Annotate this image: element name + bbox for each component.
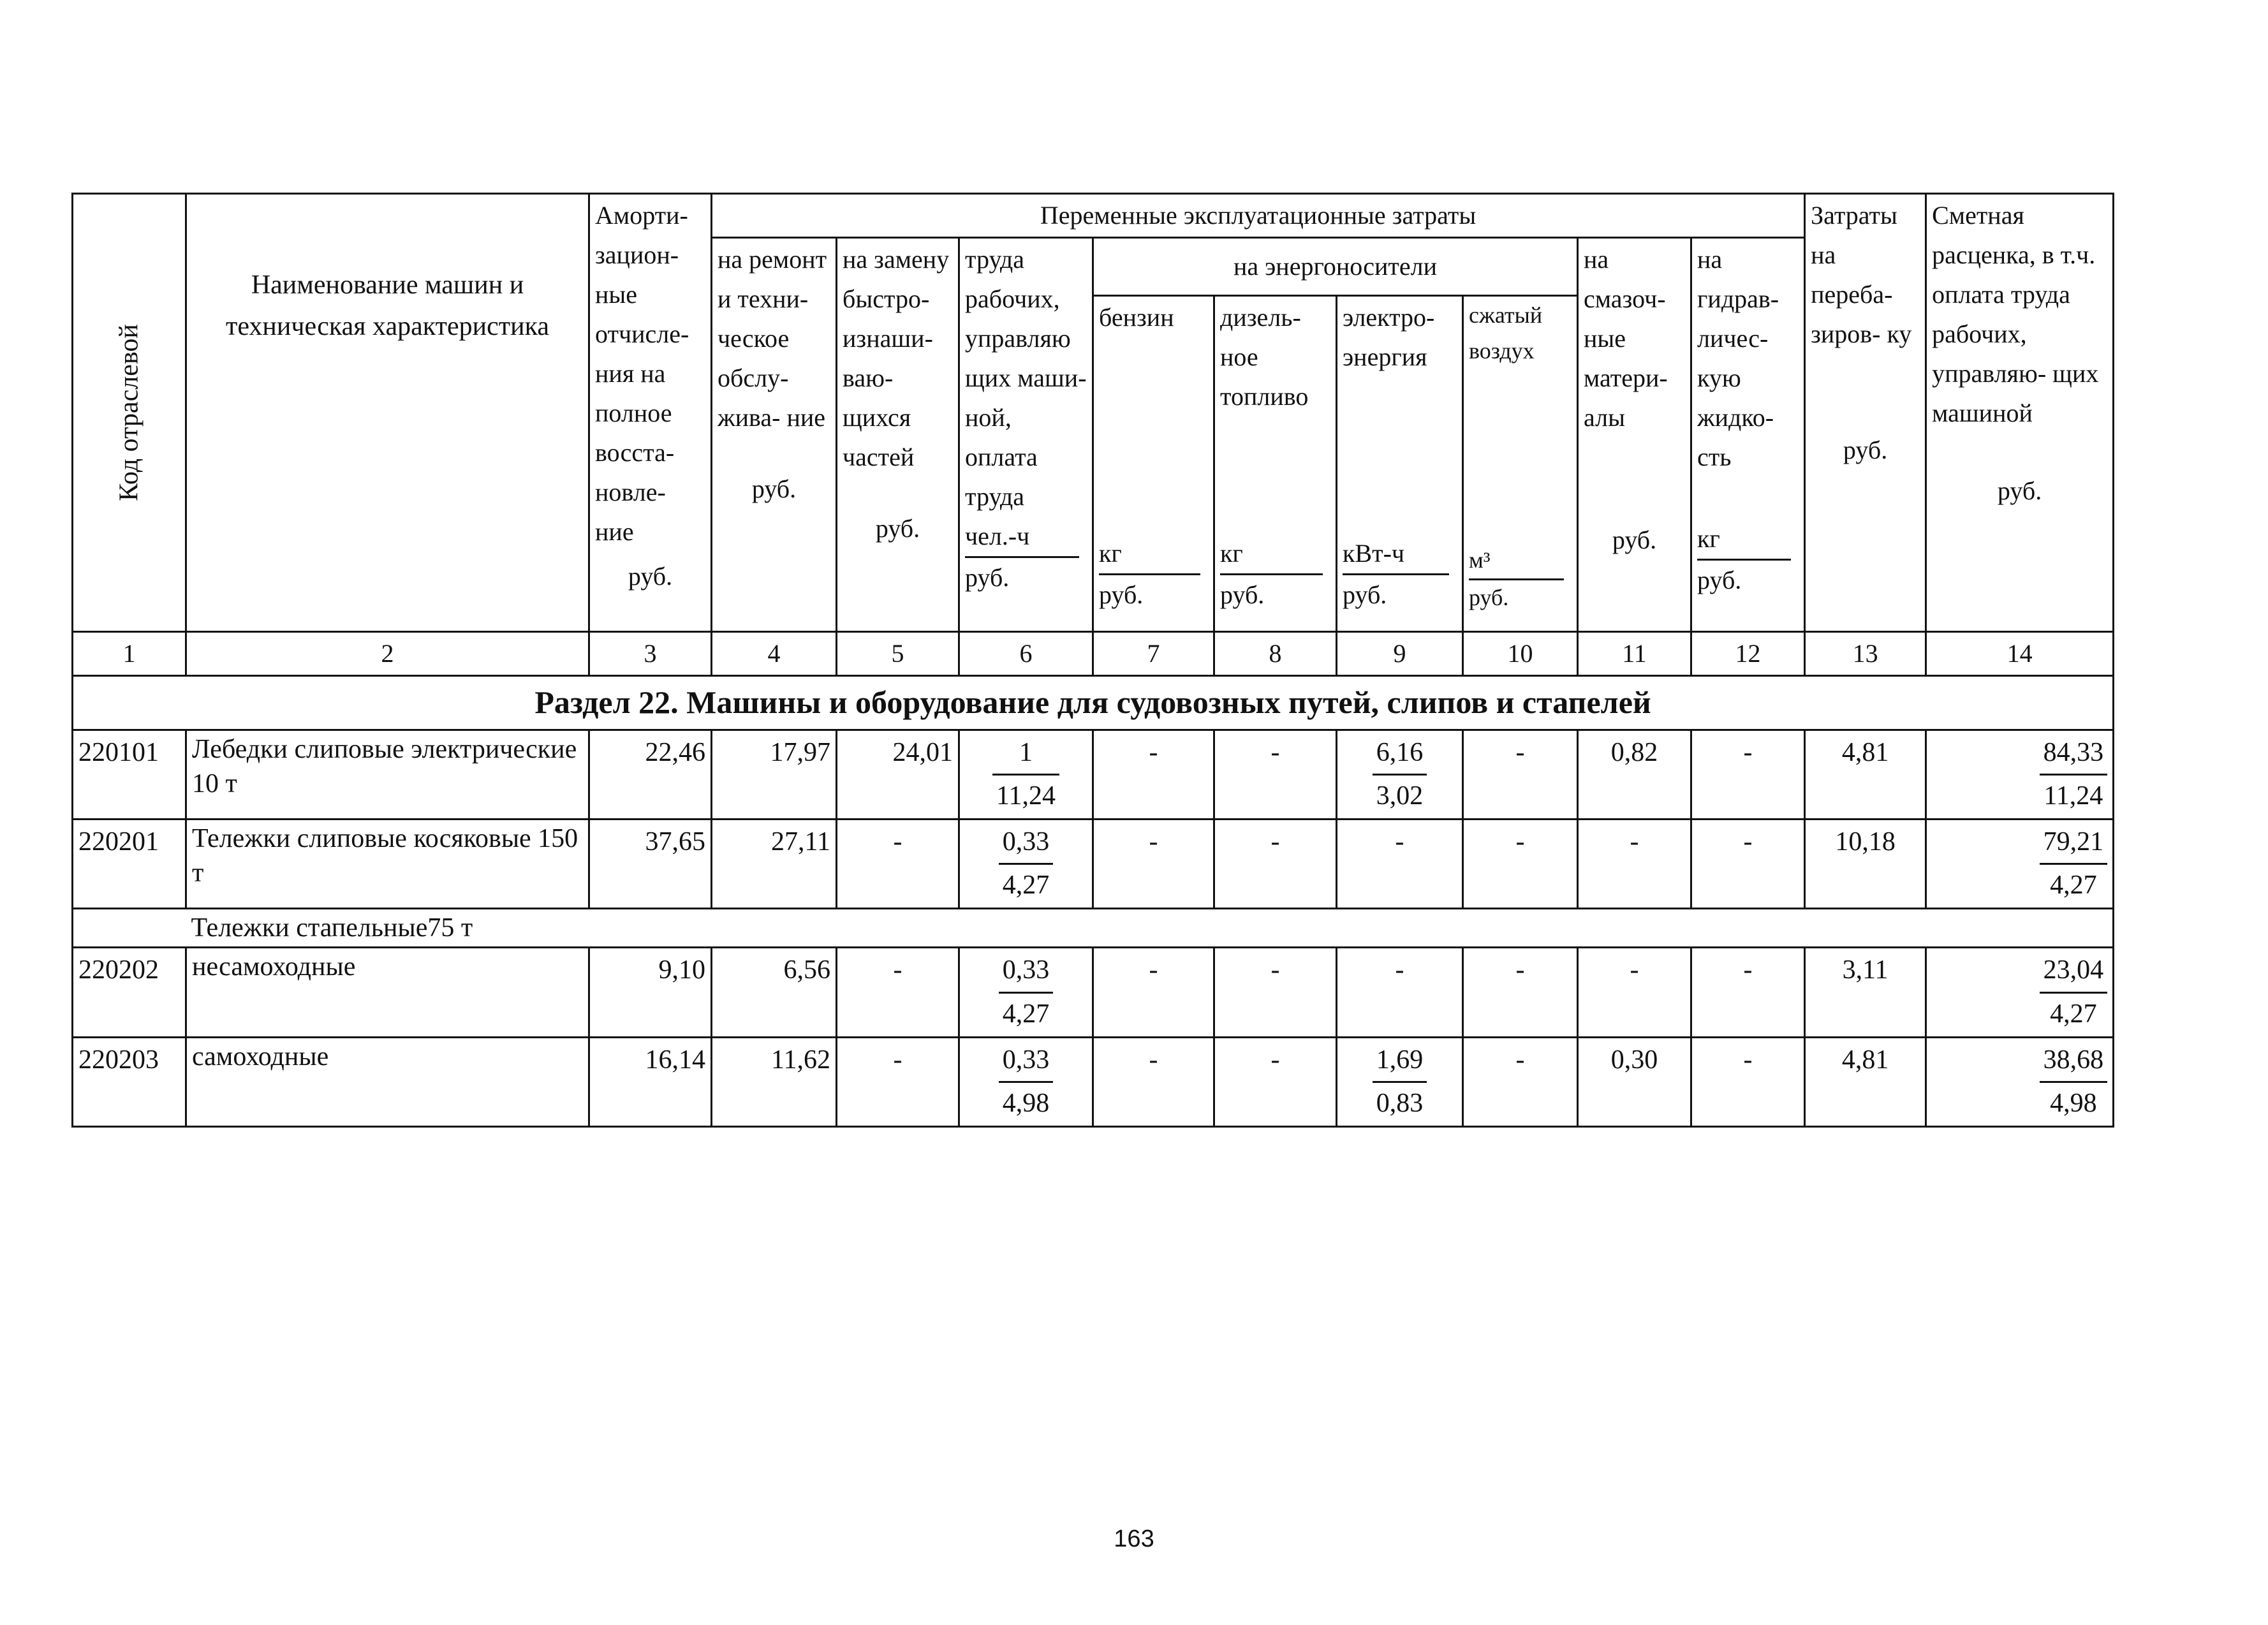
fraction-bottom: 4,27 (2050, 870, 2097, 900)
cell-electricity: - (1337, 948, 1463, 1037)
cell-electricity: - (1337, 819, 1463, 908)
cell-lubricants: 0,82 (1578, 730, 1691, 819)
cell-lubricants: 0,30 (1578, 1037, 1691, 1126)
header-energy: на энергоносители (1093, 238, 1578, 296)
fraction-top: 6,16 (1373, 732, 1427, 776)
cell-repair: 11,62 (712, 1037, 837, 1126)
cell-petrol: - (1093, 948, 1214, 1037)
header-variable-costs: Переменные эксплуатационные затраты (712, 194, 1805, 238)
fraction-bottom: 4,27 (1002, 870, 1050, 900)
header-lubricants (1578, 238, 1691, 632)
header-parts-label: на замену быстро- изнаши- ваю- щихся частей (843, 245, 950, 471)
cell-hydraulic: - (1691, 948, 1805, 1037)
header-code-label: Код отраслевой (114, 324, 144, 501)
fraction-top: 23,04 (2040, 950, 2108, 993)
header-estimate-label: Сметная расценка, в т.ч. оплата труда рабочих, управляю- щих машиной (1932, 201, 2099, 427)
header-electricity (1337, 296, 1463, 632)
cell-diesel: - (1214, 948, 1337, 1037)
fraction-bottom: 4,98 (2050, 1088, 2097, 1118)
header-labor-unit-top: чел.-ч (965, 517, 1079, 558)
header-amortization-label: Аморти- зацион- ные отчисле- ния на полное восста- новле- ние (595, 201, 689, 546)
header-relocation-label: Затраты на переба- зиров- ку (1811, 201, 1912, 348)
header-relocation-unit: руб. (1843, 436, 1888, 464)
fraction (992, 732, 1059, 817)
header-estimate (1926, 194, 2114, 632)
header-name (186, 194, 589, 632)
header-air-unit-bottom: руб. (1469, 584, 1509, 610)
row-code: 220202 (73, 948, 186, 1037)
cell-petrol: - (1093, 730, 1214, 819)
cell-air: - (1463, 730, 1578, 819)
header-air-label: сжатый воздух (1469, 302, 1543, 364)
header-hydraulic (1691, 238, 1805, 632)
col-num-5: 5 (837, 632, 959, 676)
header-repair (712, 238, 837, 632)
cell-estimate (1926, 730, 2114, 819)
fraction-top: 0,33 (999, 1040, 1054, 1083)
fraction (1373, 1040, 1427, 1124)
fraction-bottom: 11,24 (996, 781, 1056, 811)
header-name-label: Наименование машин и техническая характеристика (225, 270, 549, 342)
header-lubricants-unit: руб. (1612, 526, 1657, 554)
header-amortization-unit: руб. (628, 562, 673, 591)
header-hydraulic-label: на гидрав- личес- кую жидко- сть (1697, 245, 1779, 471)
section-title: Раздел 22. Машины и оборудование для судовозных путей, слипов и стапелей (73, 676, 2114, 730)
col-num-11: 11 (1578, 632, 1691, 676)
header-electricity-unit-bottom: руб. (1343, 580, 1387, 609)
row-name: самоходные (186, 1037, 589, 1126)
cell-hydraulic: - (1691, 819, 1805, 908)
cell-relocation: 4,81 (1805, 730, 1926, 819)
header-hydraulic-unit-bottom: руб. (1697, 566, 1742, 594)
fraction-bottom: 3,02 (1376, 781, 1424, 811)
cell-diesel: - (1214, 819, 1337, 908)
header-lubricants-label: на смазоч- ные матери- алы (1584, 245, 1668, 432)
cell-relocation: 4,81 (1805, 1037, 1926, 1126)
group-row-blank (73, 908, 186, 948)
col-num-3: 3 (589, 632, 712, 676)
col-num-13: 13 (1805, 632, 1926, 676)
cell-diesel: - (1214, 1037, 1337, 1126)
header-electricity-unit-top: кВт-ч (1343, 534, 1449, 575)
header-air-unit-top: м³ (1469, 543, 1564, 580)
header-code (73, 194, 186, 632)
fraction (2040, 821, 2108, 906)
cell-air: - (1463, 819, 1578, 908)
column-numbers-row (73, 632, 2114, 676)
col-num-2: 2 (186, 632, 589, 676)
cell-estimate (1926, 819, 2114, 908)
group-row (73, 908, 2114, 948)
header-hydraulic-unit-top: кг (1697, 519, 1791, 561)
header-air (1463, 296, 1578, 632)
fraction (1373, 732, 1427, 817)
cell-hydraulic: - (1691, 1037, 1805, 1126)
header-relocation (1805, 194, 1926, 632)
col-num-1: 1 (73, 632, 186, 676)
fraction-top: 1 (992, 732, 1059, 776)
cell-amortization: 9,10 (589, 948, 712, 1037)
col-num-12: 12 (1691, 632, 1805, 676)
cell-amortization: 16,14 (589, 1037, 712, 1126)
header-parts (837, 238, 959, 632)
col-num-7: 7 (1093, 632, 1214, 676)
fraction (2040, 1040, 2108, 1124)
section-row (73, 676, 2114, 730)
header-amortization (589, 194, 712, 632)
header-diesel-unit-top: кг (1220, 534, 1323, 575)
col-num-14: 14 (1926, 632, 2114, 676)
cell-estimate (1926, 1037, 2114, 1126)
col-num-10: 10 (1463, 632, 1578, 676)
cell-repair: 17,97 (712, 730, 837, 819)
cell-amortization: 37,65 (589, 819, 712, 908)
cell-hydraulic: - (1691, 730, 1805, 819)
table-row (73, 948, 2114, 1037)
row-code: 220201 (73, 819, 186, 908)
cell-amortization: 22,46 (589, 730, 712, 819)
fraction-bottom: 4,27 (1002, 999, 1050, 1029)
header-diesel-label: дизель- ное топливо (1220, 303, 1309, 411)
cell-lubricants: - (1578, 948, 1691, 1037)
fraction (2040, 950, 2108, 1034)
fraction-top: 79,21 (2040, 821, 2108, 865)
cell-petrol: - (1093, 819, 1214, 908)
cell-air: - (1463, 948, 1578, 1037)
cell-parts: 24,01 (837, 730, 959, 819)
header-parts-unit: руб. (875, 514, 920, 543)
cell-air: - (1463, 1037, 1578, 1126)
col-num-9: 9 (1337, 632, 1463, 676)
fraction-top: 1,69 (1373, 1040, 1427, 1083)
cell-estimate (1926, 948, 2114, 1037)
fraction (999, 1040, 1054, 1124)
fraction-top: 38,68 (2040, 1040, 2108, 1083)
fraction-bottom: 11,24 (2043, 781, 2103, 811)
row-name: Лебедки слиповые электрические 10 т (186, 730, 589, 819)
header-estimate-unit: руб. (1997, 476, 2042, 505)
cell-relocation: 3,11 (1805, 948, 1926, 1037)
row-code: 220101 (73, 730, 186, 819)
cell-parts: - (837, 948, 959, 1037)
fraction-top: 0,33 (999, 821, 1054, 865)
table-row (73, 730, 2114, 819)
group-label: Тележки стапельные75 т (186, 908, 2114, 948)
cell-parts: - (837, 819, 959, 908)
fraction-top: 84,33 (2040, 732, 2108, 776)
rates-table (71, 193, 2114, 1128)
cell-petrol: - (1093, 1037, 1214, 1126)
fraction-top: 0,33 (999, 950, 1054, 993)
cell-electricity (1337, 730, 1463, 819)
fraction (999, 950, 1054, 1034)
cell-relocation: 10,18 (1805, 819, 1926, 908)
col-num-4: 4 (712, 632, 837, 676)
cell-labor (959, 1037, 1093, 1126)
cell-repair: 6,56 (712, 948, 837, 1037)
header-electricity-label: электро- энергия (1343, 303, 1435, 371)
fraction (999, 821, 1054, 906)
cell-diesel: - (1214, 730, 1337, 819)
header-repair-unit: руб. (751, 474, 797, 503)
header-diesel (1214, 296, 1337, 632)
header-row-1 (73, 194, 2114, 238)
cell-parts: - (837, 1037, 959, 1126)
page-number: 163 (1114, 1526, 1154, 1552)
cell-electricity (1337, 1037, 1463, 1126)
row-name: Тележки слиповые косяковые 150 т (186, 819, 589, 908)
header-petrol-unit-bottom: руб. (1099, 580, 1144, 609)
header-diesel-unit-bottom: руб. (1220, 580, 1265, 609)
col-num-6: 6 (959, 632, 1093, 676)
fraction-bottom: 4,98 (1002, 1088, 1050, 1118)
table-row (73, 1037, 2114, 1126)
row-code: 220203 (73, 1037, 186, 1126)
header-petrol (1093, 296, 1214, 632)
fraction-bottom: 0,83 (1376, 1088, 1424, 1118)
header-repair-label: на ремонт и техни- ческое обслу- жива- ние (718, 245, 827, 432)
fraction-bottom: 4,27 (2050, 999, 2097, 1029)
cell-labor (959, 948, 1093, 1037)
header-labor-unit-bottom: руб. (965, 563, 1010, 592)
row-name: несамоходные (186, 948, 589, 1037)
table-row (73, 819, 2114, 908)
header-labor-label: труда рабочих, управляю щих маши- ной, оплата труда (965, 245, 1087, 511)
fraction (2040, 732, 2108, 817)
cell-repair: 27,11 (712, 819, 837, 908)
cell-lubricants: - (1578, 819, 1691, 908)
header-petrol-label: бензин (1099, 303, 1174, 332)
header-labor (959, 238, 1093, 632)
cell-labor (959, 730, 1093, 819)
header-petrol-unit-top: кг (1099, 534, 1200, 575)
cell-labor (959, 819, 1093, 908)
col-num-8: 8 (1214, 632, 1337, 676)
